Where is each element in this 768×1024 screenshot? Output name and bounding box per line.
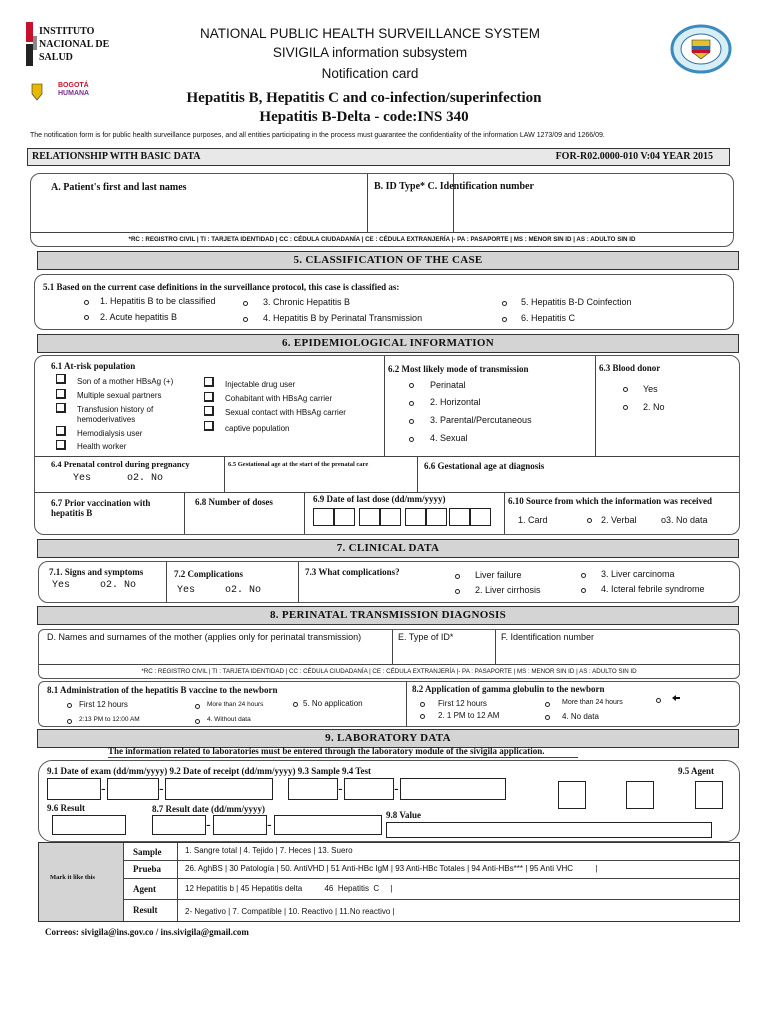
date-sep: - (338, 780, 343, 796)
divider (595, 356, 596, 456)
source-1-option[interactable]: 1. Card (518, 515, 548, 525)
mode-3-label: 3. Parental/Percutaneous (430, 415, 532, 425)
vacc-2-label: More than 24 hours (207, 701, 264, 708)
agent-box[interactable] (695, 781, 723, 809)
date-sep: - (267, 816, 272, 832)
receipt-date-y[interactable] (400, 778, 506, 800)
donor-yes-label: Yes (643, 384, 658, 394)
divider (417, 456, 418, 492)
ref-agent-values: 12 Hepatitis b | 45 Hepatitis delta 46 Hepatitis C | (185, 884, 393, 893)
divider (35, 492, 739, 493)
donor-no-label: 2. No (643, 402, 665, 412)
class-5-label: 5. Hepatitis B-D Coinfection (521, 297, 632, 307)
result-date-title: 8.7 Result date (dd/mm/yyyy) (152, 804, 265, 814)
ref-result-values: 2- Negativo | 7. Compatible | 10. Reactivo | 11.No reactivo | (185, 907, 395, 916)
gestational-age-diagnosis: 6.6 Gestational age at diagnosis (424, 461, 545, 471)
risk-6-checkbox[interactable] (204, 377, 214, 387)
signs-symptoms-options[interactable]: Yes o2. No (52, 580, 137, 591)
last-dose-y2[interactable] (426, 508, 447, 526)
id-number-input[interactable] (458, 196, 728, 228)
result-date-d[interactable] (152, 815, 206, 835)
class-6-label: 6. Hepatitis C (521, 313, 576, 323)
mode-1-radio[interactable] (409, 383, 414, 388)
glob-2-radio[interactable] (545, 702, 550, 707)
risk-8-checkbox[interactable] (204, 406, 214, 416)
form-title-2: Hepatitis B-Delta - code:INS 340 (259, 109, 469, 125)
pointer-mark-icon (671, 694, 681, 702)
ref-test-values: 26. AghBS | 30 Patología | 50. AntiVHD | 51 Anti-HBc IgM | 93 Anti-HBc Totales | 94 Anti-HBs*** | 95 Anti VHC | (185, 864, 598, 873)
transmission-mode-title: 6.2 Most likely mode of transmission (388, 364, 529, 374)
comp-3-radio[interactable] (581, 573, 586, 578)
section-9-bar: 9. LABORATORY DATA (37, 729, 739, 748)
receipt-date-d[interactable] (288, 778, 338, 800)
last-dose-y4[interactable] (470, 508, 491, 526)
ref-sample-values: 1. Sangre total | 4. Tejido | 7. Heces | 13. Suero (185, 846, 353, 855)
risk-5-checkbox[interactable] (56, 440, 66, 450)
section-7-bar: 7. CLINICAL DATA (37, 539, 739, 558)
glob-1-radio[interactable] (420, 702, 425, 707)
vacc-3-label: 2:13 PM to 12:00 AM (79, 716, 140, 723)
risk-population-title: 6.1 At-risk population (51, 361, 136, 371)
prior-vaccination-title-2: hepatitis B (51, 508, 93, 518)
which-complications-title: 7.3 What complications? (305, 567, 400, 577)
vacc-1-label: First 12 hours (79, 700, 128, 709)
divider (39, 664, 739, 665)
patient-name-label: A. Patient's first and last names (51, 182, 187, 193)
glob-4-label: 4. No data (562, 712, 599, 721)
mother-name-label: D. Names and surnames of the mother (applies only for perinatal transmission) (47, 632, 362, 642)
comp-1-radio[interactable] (455, 574, 460, 579)
risk-3-label-b: hemoderivatives (77, 415, 136, 424)
class-4-radio[interactable] (243, 317, 248, 322)
last-dose-d2[interactable] (334, 508, 355, 526)
date-sep: - (101, 780, 106, 796)
class-5-radio[interactable] (502, 301, 507, 306)
info-source-title: 6.10 Source from which the information was received (508, 496, 712, 506)
city-shield-icon (30, 82, 44, 102)
last-dose-d1[interactable] (313, 508, 334, 526)
risk-7-label: Cohabitant with HBsAg carrier (225, 394, 333, 403)
divider (31, 232, 733, 233)
form-code: FOR-R02.0000-010 V:04 YEAR 2015 (555, 151, 713, 162)
date-sep: - (159, 780, 164, 796)
id-label: B. ID Type* C. Identification number (374, 181, 534, 192)
vacc-2-radio[interactable] (195, 704, 200, 709)
vacc-4-label: 4. Without data (207, 716, 251, 723)
glob-2-label: More than 24 hours (562, 699, 623, 706)
colombia-seal-icon (670, 24, 732, 74)
divider (392, 630, 393, 664)
divider (123, 843, 124, 921)
date-sep: - (206, 816, 211, 832)
note-underline (108, 757, 578, 758)
vacc-5-radio[interactable] (293, 702, 298, 707)
test-box[interactable] (626, 781, 654, 809)
risk-3-checkbox[interactable] (56, 403, 66, 413)
classification-intro: 5.1 Based on the current case definitions in the surveillance protocol, this case is classified as: (43, 282, 400, 292)
glob-extra-radio[interactable] (656, 698, 661, 703)
risk-6-label: Injectable drug user (225, 380, 296, 389)
ref-test-label: Prueba (133, 864, 161, 874)
vaccine-newborn-title: 8.1 Administration of the hepatitis B vaccine to the newborn (47, 685, 278, 695)
ins-name-line3: SALUD (39, 52, 73, 63)
section-6-bar: 6. EPIDEMIOLOGICAL INFORMATION (37, 334, 739, 353)
ins-name-line1: INSTITUTO (39, 26, 95, 37)
lab-module-note: The information related to laboratories must be entered through the laboratory module of the sivigila application. (108, 746, 545, 756)
risk-4-label: Hemodialysis user (77, 429, 143, 438)
divider (304, 492, 305, 534)
source-2-radio[interactable] (587, 518, 592, 523)
divider (123, 899, 739, 900)
glob-3-radio[interactable] (420, 714, 425, 719)
divider (224, 456, 225, 492)
blood-donor-title: 6.3 Blood donor (599, 363, 661, 373)
divider (504, 492, 505, 534)
last-dose-m2[interactable] (380, 508, 401, 526)
class-1-label: 1. Hepatitis B to be classified (100, 296, 216, 306)
vacc-5-label: 5. No application (303, 699, 363, 708)
risk-8-label: Sexual contact with HBsAg carrier (225, 408, 346, 417)
ref-agent-label: Agent (133, 884, 156, 894)
confidentiality-disclaimer: The notification form is for public health surveillance purposes, and all entities participating in the process must guarantee the confidentiality of the information LAW 1273/09 and 1266/09. (30, 132, 605, 139)
source-2-label: 2. Verbal (601, 515, 637, 525)
contact-emails: Correos: sivigila@ins.gov.co / ins.sivigila@gmail.com (45, 927, 249, 937)
section-5-bar: 5. CLASSIFICATION OF THE CASE (37, 251, 739, 270)
class-4-label: 4. Hepatitis B by Perinatal Transmission (263, 313, 423, 323)
result-input[interactable] (52, 815, 126, 835)
mode-2-label: 2. Horizontal (430, 397, 481, 407)
mother-id-number-input[interactable] (499, 646, 735, 662)
lab-value-title: 9.8 Value (386, 810, 422, 820)
divider (495, 630, 496, 664)
exam-date-y[interactable] (165, 778, 273, 800)
gamma-globulin-title: 8.2 Application of gamma globulin to the newborn (412, 684, 605, 694)
mode-4-radio[interactable] (409, 437, 414, 442)
last-dose-y1[interactable] (405, 508, 426, 526)
divider (367, 174, 368, 232)
risk-3-label-a: Transfusion history of (77, 405, 154, 414)
mother-id-type-input[interactable] (396, 646, 492, 662)
card-label: Notification card (321, 66, 419, 81)
lab-dates-title: 9.1 Date of exam (dd/mm/yyyy) 9.2 Date of receipt (dd/mm/yyyy) 9.3 Sample 9.4 Test (47, 766, 372, 776)
donor-yes-radio[interactable] (623, 387, 628, 392)
number-of-doses: 6.8 Number of doses (195, 497, 273, 507)
bogota-wordmark: BOGOTÁ HUMANA (58, 82, 90, 97)
last-dose-y3[interactable] (449, 508, 470, 526)
mode-3-radio[interactable] (409, 419, 414, 424)
mode-4-label: 4. Sexual (430, 433, 468, 443)
comp-3-label: 3. Liver carcinoma (601, 569, 675, 579)
ins-name-line2: NACIONAL DE (39, 39, 110, 50)
gestational-age-start: 6.5 Gestational age at the start of the prenatal care (228, 461, 369, 468)
divider (177, 843, 178, 921)
sample-box[interactable] (558, 781, 586, 809)
lab-agent-title: 9.5 Agent (678, 766, 714, 776)
ins-logo-icon (24, 22, 40, 68)
glob-4-radio[interactable] (545, 715, 550, 720)
section-8-bar: 8. PERINATAL TRANSMISSION DIAGNOSIS (37, 606, 739, 625)
receipt-date-m[interactable] (344, 778, 394, 800)
exam-date-d[interactable] (47, 778, 101, 800)
subsystem: SIVIGILA information subsystem (272, 45, 468, 60)
result-date-y[interactable] (274, 815, 382, 835)
risk-4-checkbox[interactable] (56, 426, 66, 436)
class-3-radio[interactable] (243, 301, 248, 306)
class-3-label: 3. Chronic Hepatitis B (263, 297, 351, 307)
value-input[interactable] (386, 822, 712, 838)
vacc-3-radio[interactable] (67, 719, 72, 724)
risk-5-label: Health worker (77, 442, 127, 451)
patient-name-input[interactable] (45, 196, 365, 228)
mother-id-type-label: E. Type of ID* (398, 632, 454, 642)
divider (384, 356, 385, 456)
mode-1-label: Perinatal (430, 380, 466, 390)
mark-like-this: Mark it like this (50, 874, 95, 881)
risk-1-label: Son of a mother HBsAg (+) (77, 377, 174, 386)
class-1-radio[interactable] (84, 300, 89, 305)
mother-id-legend: *RC : REGISTRO CIVIL | TI : TARJETA IDENTIDAD | CC : CÉDULA CIUDADANÍA | CE : CÉDULA EXTRANJERÍA |- PA : PASAPORTE | MS : MENOR SIN ID | AS : ADULTO SIN ID (141, 668, 637, 675)
complications-options[interactable]: Yes o2. No (177, 585, 262, 596)
mother-id-number-label: F. Identification number (501, 632, 595, 642)
risk-2-label: Multiple sexual partners (77, 391, 162, 400)
vacc-1-radio[interactable] (67, 703, 72, 708)
risk-1-checkbox[interactable] (56, 374, 66, 384)
lab-result-title: 9.6 Result (47, 803, 85, 813)
prenatal-control-title: 6.4 Prenatal control during pregnancy (51, 459, 190, 469)
form-title-1: Hepatitis B, Hepatitis C and co-infection/superinfection (186, 90, 542, 106)
divider (298, 562, 299, 602)
divider (184, 492, 185, 534)
ref-result-label: Result (133, 905, 158, 915)
ins-logo (24, 20, 114, 70)
divider (123, 878, 739, 879)
comp-4-label: 4. Icteral febrile syndrome (601, 584, 705, 594)
ref-sample-label: Sample (133, 847, 162, 857)
comp-4-radio[interactable] (581, 588, 586, 593)
glob-3-label: 2. 1 PM to 12 AM (438, 711, 500, 720)
mark-cell (39, 843, 123, 921)
id-type-legend: *RC : REGISTRO CIVIL | TI : TARJETA IDENTIDAD | CC : CÉDULA CIUDADANÍA | CE : CÉDULA EXTRANJERÍA |- PA : PASAPORTE | MS : MENOR SIN ID | AS : ADULTO SIN ID (128, 236, 636, 243)
risk-9-label: captive population (225, 424, 290, 433)
basic-data-title: RELATIONSHIP WITH BASIC DATA (32, 151, 201, 162)
risk-2-checkbox[interactable] (56, 389, 66, 399)
class-2-radio[interactable] (84, 315, 89, 320)
complications-title: 7.2 Complications (174, 569, 244, 579)
basic-data-bar (27, 148, 730, 166)
comp-1-label: Liver failure (475, 570, 522, 580)
vacc-4-radio[interactable] (195, 719, 200, 724)
divider (406, 682, 407, 726)
mother-name-input[interactable] (45, 646, 385, 662)
divider (123, 860, 739, 861)
prior-vaccination-title-1: 6.7 Prior vaccination with (51, 498, 151, 508)
comp-2-label: 2. Liver cirrhosis (475, 585, 541, 595)
comp-2-radio[interactable] (455, 589, 460, 594)
signs-symptoms-title: 7.1. Signs and symptoms (49, 567, 144, 577)
divider (166, 562, 167, 602)
class-6-radio[interactable] (502, 317, 507, 322)
source-3-option[interactable]: o3. No data (661, 515, 708, 525)
system-title: NATIONAL PUBLIC HEALTH SURVEILLANCE SYSTEM (199, 26, 541, 41)
donor-no-radio[interactable] (623, 405, 628, 410)
risk-7-checkbox[interactable] (204, 392, 214, 402)
last-dose-m1[interactable] (359, 508, 380, 526)
prenatal-control-options[interactable]: Yes o2. No (73, 473, 164, 484)
divider (35, 456, 739, 457)
last-dose-date-title: 6.9 Date of last dose (dd/mm/yyyy) (313, 494, 446, 504)
risk-9-checkbox[interactable] (204, 421, 214, 431)
exam-date-m[interactable] (107, 778, 159, 800)
class-2-label: 2. Acute hepatitis B (100, 312, 178, 322)
id-type-input[interactable] (370, 196, 450, 228)
glob-1-label: First 12 hours (438, 699, 487, 708)
mode-2-radio[interactable] (409, 401, 414, 406)
result-date-m[interactable] (213, 815, 267, 835)
date-sep: - (394, 780, 399, 796)
